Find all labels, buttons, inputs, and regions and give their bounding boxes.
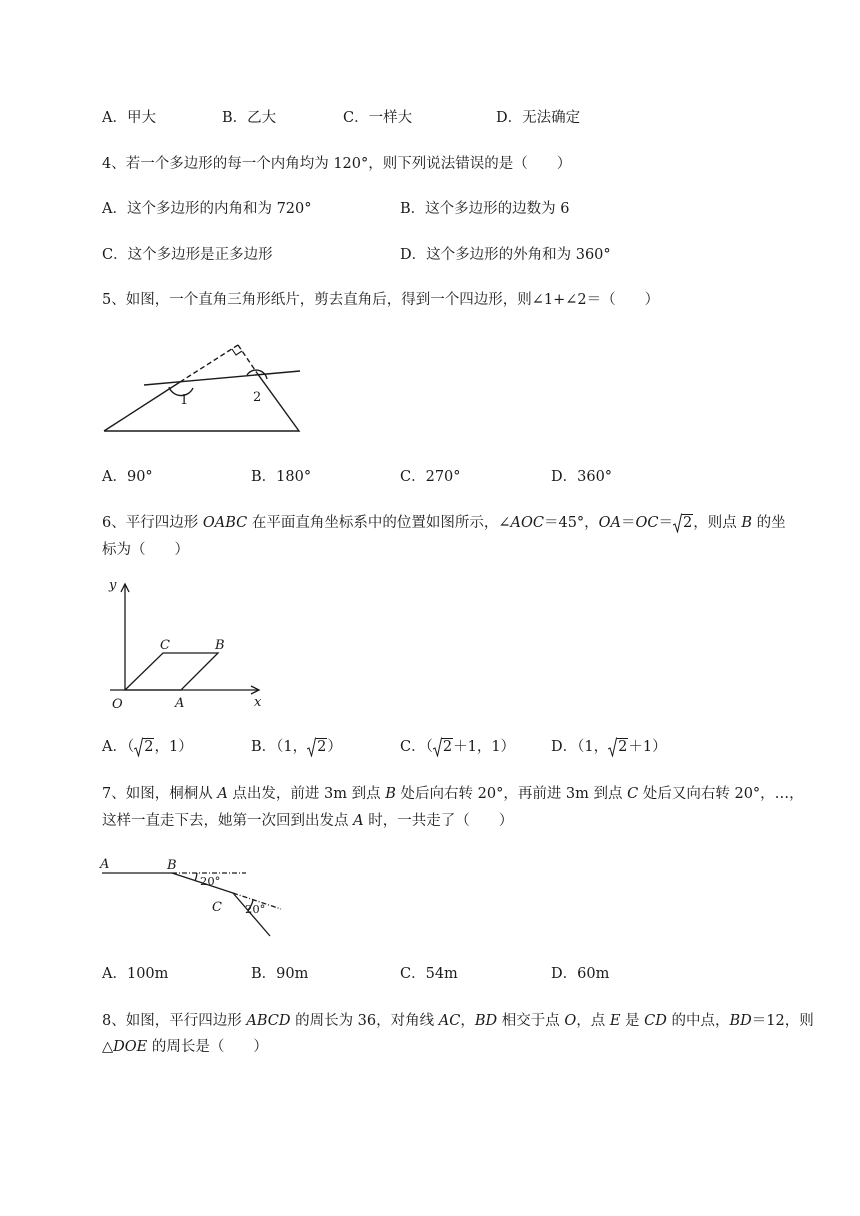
q5-stem: 5、如图，一个直角三角形纸片，剪去直角后，得到一个四边形，则∠1+∠2＝（ ） — [102, 292, 660, 308]
q5-triangle-remaining-sides — [104, 373, 299, 431]
q7-label-a: A — [100, 857, 110, 872]
q6-figure — [96, 572, 271, 717]
q5-cut-line — [144, 371, 300, 385]
q5-option-b: B．180° — [251, 469, 312, 485]
q5-option-d: D．360° — [551, 469, 613, 485]
q6-label-b: B — [215, 638, 225, 653]
q5-figure — [96, 335, 311, 440]
q3-option-a: A．甲大 — [102, 110, 156, 126]
q3-option-b: B．乙大 — [222, 110, 277, 126]
q8-stem-line1: 8、如图，平行四边形 ABCD 的周长为 36，对角线 AC，BD 相交于点 O，点 E 是 CD 的中点，BD＝12，则 — [102, 1013, 814, 1029]
q3-option-c: C．一样大 — [343, 110, 413, 126]
q5-label-2: 2 — [253, 390, 262, 405]
q6-label-x: x — [254, 695, 262, 710]
q6-option-c: C．（ 2＋1，1） — [400, 739, 516, 755]
q4-option-d: D．这个多边形的外角和为 360° — [400, 247, 611, 263]
q7-stem-line2: 这样一直走下去，她第一次回到出发点 A 时，一共走了（ ） — [102, 813, 514, 829]
q7-label-b: B — [167, 858, 177, 873]
q7-angle-arc-b — [195, 873, 197, 881]
q6-stem-line1: 6、平行四边形 OABC 在平面直角坐标系中的位置如图所示，∠AOC＝45°，OA＝OC＝ 2，则点 B 的坐 — [102, 515, 786, 531]
q7-label-angle-1: 20° — [200, 874, 221, 888]
q7-option-b: B．90m — [251, 966, 309, 982]
q5-option-a: A．90° — [102, 469, 153, 485]
q5-option-c: C．270° — [400, 469, 461, 485]
q7-label-angle-2: 20° — [245, 902, 266, 916]
q7-option-a: A．100m — [102, 966, 169, 982]
q7-stem-line1: 7、如图，桐桐从 A 点出发，前进 3m 到点 B 处后向右转 20°，再前进 3m 到点 C 处后又向右转 20°，…， — [102, 786, 804, 802]
q5-dashed-side-1 — [180, 345, 238, 382]
q4-option-b: B．这个多边形的边数为 6 — [400, 201, 570, 217]
q6-label-c: C — [160, 638, 170, 653]
q7-label-c: C — [212, 900, 222, 915]
q6-parallelogram-oabc — [125, 653, 218, 690]
q4-option-a: A．这个多边形的内角和为 720° — [102, 201, 312, 217]
q7-figure — [96, 852, 286, 942]
q3-option-d: D．无法确定 — [496, 110, 581, 126]
q6-label-y: y — [109, 578, 117, 593]
q5-label-1: 1 — [180, 393, 189, 408]
q6-option-d: D．（1， 2＋1） — [551, 739, 667, 755]
q8-stem-line2: △DOE 的周长是（ ） — [102, 1039, 268, 1055]
sqrt-symbol: 2 — [673, 513, 693, 533]
q4-option-c: C．这个多边形是正多边形 — [102, 247, 273, 263]
q6-label-o: O — [112, 697, 123, 712]
q6-stem-line2: 标为（ ） — [102, 542, 189, 558]
q7-option-d: D．60m — [551, 966, 610, 982]
q6-option-a: A．（ 2，1） — [102, 739, 193, 755]
q4-stem: 4、若一个多边形的每一个内角均为 120°，则下列说法错误的是（ ） — [102, 156, 572, 172]
q5-right-angle-mark — [232, 349, 242, 355]
q6-label-a: A — [175, 696, 185, 711]
q6-option-b: B．（1， 2） — [251, 739, 342, 755]
q5-triangle-left-side — [104, 382, 180, 431]
q5-dashed-side-2 — [238, 345, 257, 373]
q7-option-c: C．54m — [400, 966, 458, 982]
